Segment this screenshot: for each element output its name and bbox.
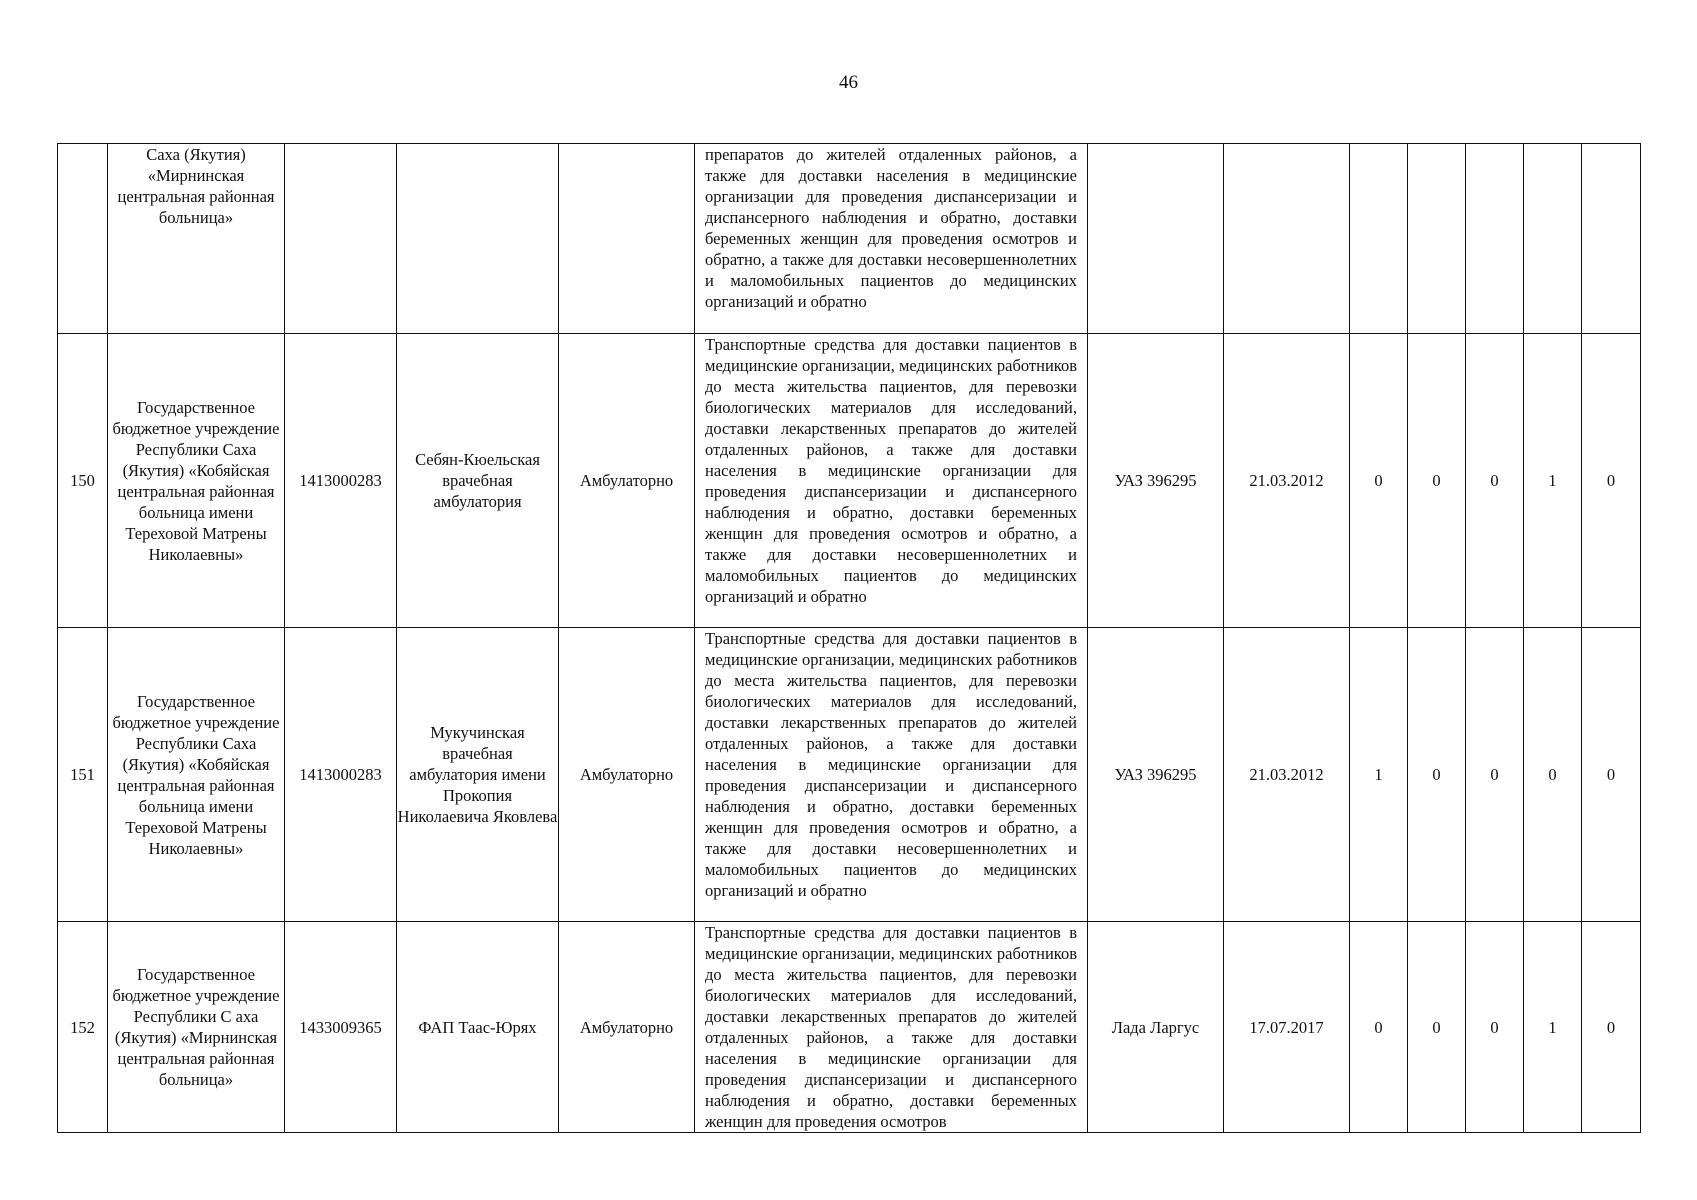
date-cell: 21.03.2012	[1224, 334, 1350, 628]
table-row	[58, 144, 1641, 334]
count-cell-4	[1524, 144, 1582, 334]
inn-cell	[285, 144, 397, 334]
organization-cell: Государственное бюджетное учреждение Республики С аха (Якутия) «Мирнинская центральная районная больница»	[108, 922, 285, 1133]
count-cell-2: 0	[1408, 334, 1466, 628]
organization-cell: Государственное бюджетное учреждение Республики Саха (Якутия) «Кобяйская центральная районная больница имени Тереховой Матрены Николаевны»	[108, 334, 285, 628]
organization-cell: Саха (Якутия) «Мирнинская центральная районная больница»	[108, 144, 285, 334]
count-cell-4: 1	[1524, 922, 1582, 1133]
count-cell-3	[1466, 144, 1524, 334]
row-number-cell: 152	[58, 922, 108, 1133]
count-cell-2: 0	[1408, 922, 1466, 1133]
vehicle-cell: УАЗ 396295	[1088, 334, 1224, 628]
count-cell-3: 0	[1466, 628, 1524, 922]
vehicle-cell: УАЗ 396295	[1088, 628, 1224, 922]
count-cell-1: 1	[1350, 628, 1408, 922]
care-form-cell	[559, 144, 695, 334]
date-cell	[1224, 144, 1350, 334]
purpose-cell: препаратов до жителей отдаленных районов, а также для доставки населения в медицинские организации для проведения диспансеризации и диспансерного наблюдения и обратно, доставки беременных женщин для проведения осмотров и обратно, а также для доставки несовершеннолетних и маломобильных пациентов до медицинских организаций и обратно	[695, 144, 1088, 334]
purpose-cell: Транспортные средства для доставки пациентов в медицинские организации, медицинских работников до места жительства пациентов, для перевозки биологических материалов для исследований, доставки лекарственных препаратов до жителей отдаленных районов, а также для доставки населения в медицинские организации для проведения диспансеризации и диспансерного наблюдения и обратно, доставки беременных женщин для проведения осмотров	[695, 922, 1088, 1133]
vehicle-cell	[1088, 144, 1224, 334]
count-cell-5: 0	[1582, 628, 1641, 922]
count-cell-1: 0	[1350, 922, 1408, 1133]
unit-cell: Мукучинская врачебная амбулатория имени Прокопия Николаевича Яковлева	[397, 628, 559, 922]
inn-cell: 1413000283	[285, 334, 397, 628]
count-cell-1: 0	[1350, 334, 1408, 628]
count-cell-3: 0	[1466, 922, 1524, 1133]
date-cell: 17.07.2017	[1224, 922, 1350, 1133]
unit-cell: Себян-Кюельская врачебная амбулатория	[397, 334, 559, 628]
row-number-cell	[58, 144, 108, 334]
unit-cell	[397, 144, 559, 334]
count-cell-5: 0	[1582, 922, 1641, 1133]
purpose-cell: Транспортные средства для доставки пациентов в медицинские организации, медицинских работников до места жительства пациентов, для перевозки биологических материалов для исследований, доставки лекарственных препаратов до жителей отдаленных районов, а также для доставки населения в медицинские организации для проведения диспансеризации и диспансерного наблюдения и обратно, доставки беременных женщин для проведения осмотров и обратно, а также для доставки несовершеннолетних и маломобильных пациентов до медицинских организаций и обратно	[695, 628, 1088, 922]
date-cell: 21.03.2012	[1224, 628, 1350, 922]
vehicle-cell: Лада Ларгус	[1088, 922, 1224, 1133]
vehicles-table	[57, 143, 1641, 1133]
count-cell-2: 0	[1408, 628, 1466, 922]
row-number-cell: 150	[58, 334, 108, 628]
care-form-cell: Амбулаторно	[559, 334, 695, 628]
count-cell-1	[1350, 144, 1408, 334]
purpose-cell: Транспортные средства для доставки пациентов в медицинские организации, медицинских работников до места жительства пациентов, для перевозки биологических материалов для исследований, доставки лекарственных препаратов до жителей отдаленных районов, а также для доставки населения в медицинские организации для проведения диспансеризации и диспансерного наблюдения и обратно, доставки беременных женщин для проведения осмотров и обратно, а также для доставки несовершеннолетних и маломобильных пациентов до медицинских организаций и обратно	[695, 334, 1088, 628]
count-cell-2	[1408, 144, 1466, 334]
count-cell-5	[1582, 144, 1641, 334]
inn-cell: 1413000283	[285, 628, 397, 922]
count-cell-4: 0	[1524, 628, 1582, 922]
count-cell-3: 0	[1466, 334, 1524, 628]
row-number-cell: 151	[58, 628, 108, 922]
inn-cell: 1433009365	[285, 922, 397, 1133]
care-form-cell: Амбулаторно	[559, 628, 695, 922]
unit-cell: ФАП Таас-Юрях	[397, 922, 559, 1133]
organization-cell: Государственное бюджетное учреждение Республики Саха (Якутия) «Кобяйская центральная районная больница имени Тереховой Матрены Николаевны»	[108, 628, 285, 922]
count-cell-5: 0	[1582, 334, 1641, 628]
count-cell-4: 1	[1524, 334, 1582, 628]
page-number: 46	[839, 72, 858, 93]
table-row	[58, 334, 1641, 628]
care-form-cell: Амбулаторно	[559, 922, 695, 1133]
table-row	[58, 628, 1641, 922]
table-row	[58, 922, 1641, 1133]
